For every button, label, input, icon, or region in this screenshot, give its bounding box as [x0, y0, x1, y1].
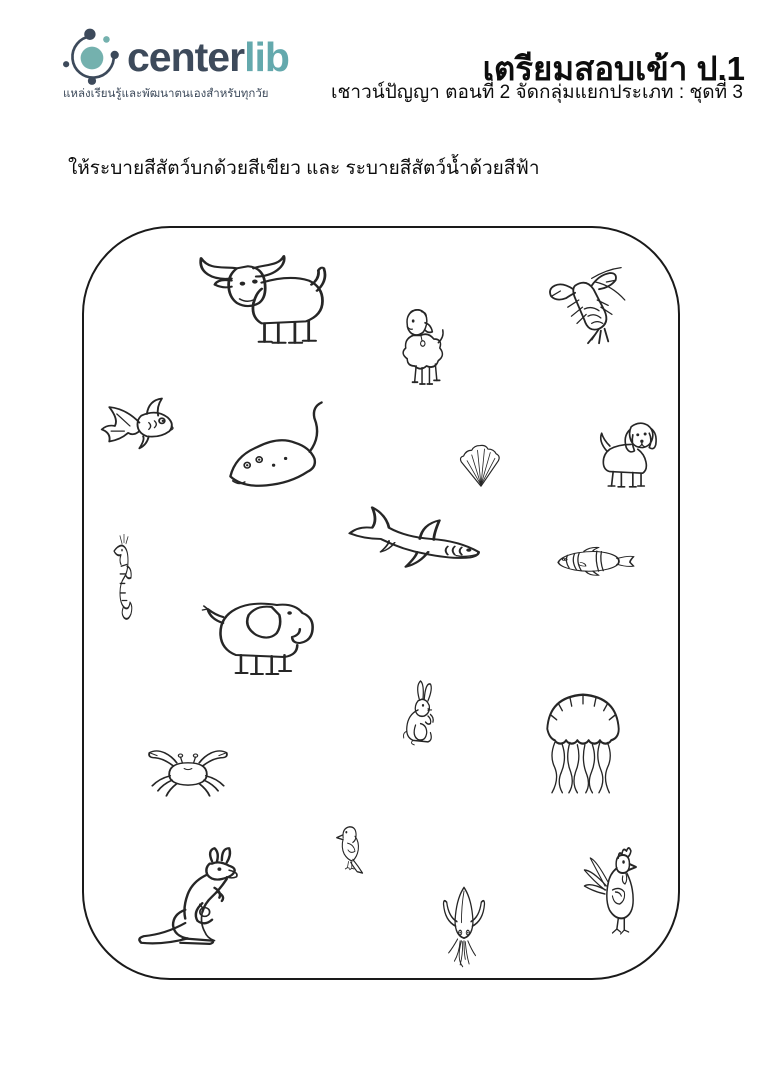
brand-name-primary: center: [127, 34, 245, 80]
elephant-icon: [200, 583, 328, 683]
brand-tagline: แหล่งเรียนรู้และพัฒนาตนเองสำหรับทุกวัย: [63, 88, 269, 100]
brand-wordmark: [127, 33, 289, 81]
seahorse-icon: [105, 534, 155, 629]
bird-icon: [328, 820, 382, 888]
centerlib-logo-icon: [62, 26, 124, 88]
crab-icon: [141, 734, 235, 806]
stingray-icon: [216, 398, 336, 510]
lobster-icon: [542, 264, 634, 354]
rabbit-icon: [392, 678, 454, 754]
dog-icon: [582, 414, 664, 494]
rooster-icon: [571, 844, 645, 944]
jellyfish-icon: [536, 681, 630, 795]
clownfish-icon: [549, 546, 641, 594]
buffalo-icon: [190, 252, 328, 354]
kangaroo-icon: [134, 846, 256, 956]
lamb-icon: [388, 303, 462, 393]
instruction-text: ให้ระบายสีสัตว์บกด้วยสีเขียว และ ระบายสีสัตว์น้ำด้วยสีฟ้า: [68, 158, 540, 179]
shark-icon: [347, 498, 487, 591]
squid-icon: [432, 882, 496, 974]
worksheet-subtitle: เชาวน์ปัญญา ตอนที่ 2 จัดกลุ่มแยกประเภท : ชุดที่ 3: [331, 82, 743, 103]
goldfish-icon: [98, 383, 192, 469]
scallop-shell-icon: [452, 434, 510, 492]
worksheet-title: เตรียมสอบเข้า ป.1: [482, 50, 745, 87]
brand-name-secondary: lib: [244, 34, 289, 80]
